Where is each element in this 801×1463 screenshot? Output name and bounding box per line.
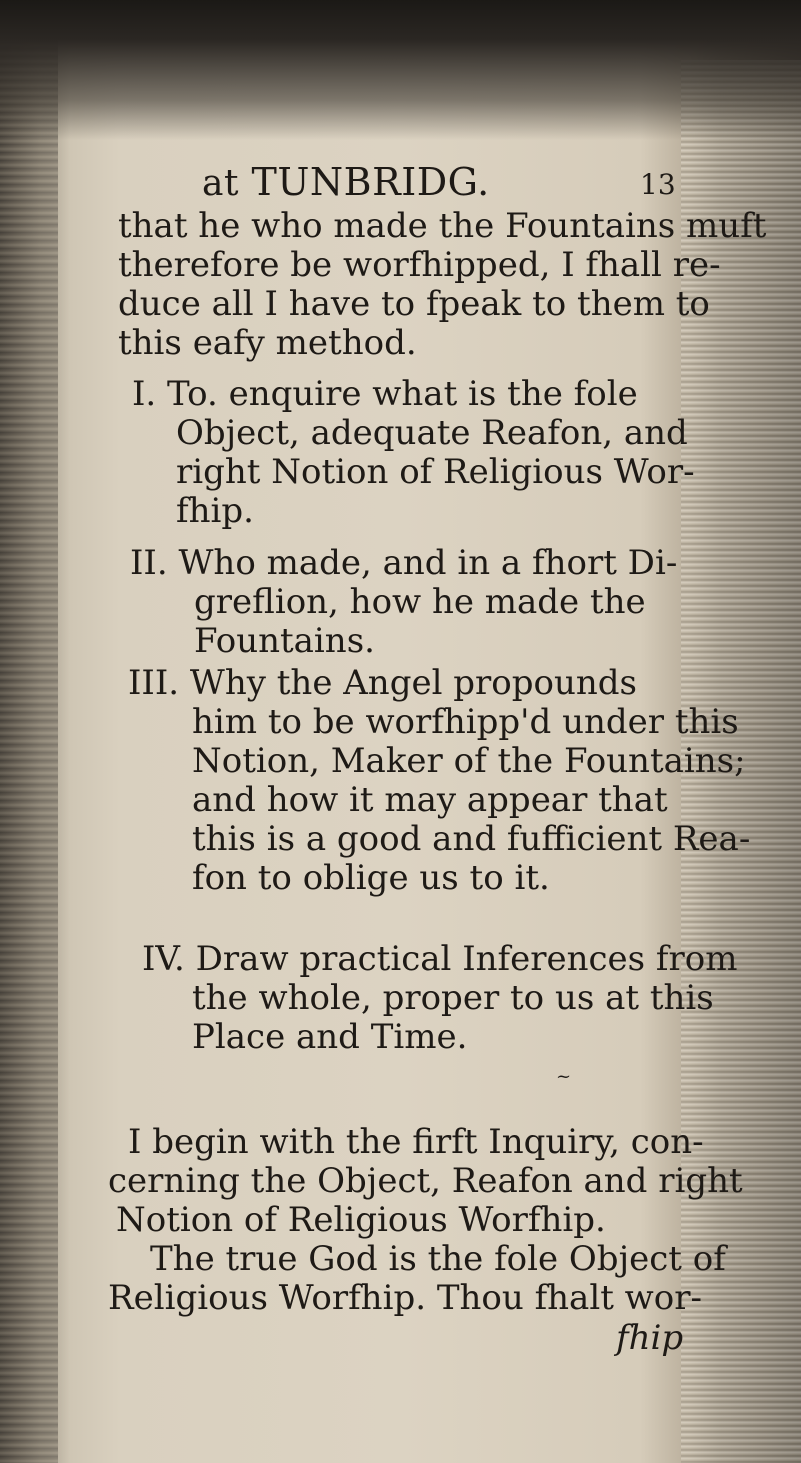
list-item-2 bbox=[130, 544, 677, 661]
running-head-prefix: at bbox=[202, 163, 239, 204]
text-line: him to be worfhipp'd under this bbox=[192, 702, 739, 742]
text-line: and how it may appear that bbox=[192, 780, 668, 820]
page-number: 13 bbox=[640, 168, 676, 201]
text-line: this is a good and fufficient Rea- bbox=[192, 819, 751, 859]
text-line: The true God is the fole Object of bbox=[150, 1239, 726, 1279]
text-line: I begin with the firft Inquiry, con- bbox=[128, 1122, 704, 1162]
text-line: Notion, Maker of the Fountains; bbox=[192, 741, 746, 781]
text-line: IV. Draw practical Inferences from bbox=[142, 939, 738, 979]
running-head bbox=[202, 160, 490, 204]
list-item-3 bbox=[128, 664, 750, 898]
text-line: Notion of Religious Worfhip. bbox=[116, 1200, 606, 1240]
text-line: therefore be worfhipped, I fhall re- bbox=[118, 245, 721, 285]
text-line: fon to oblige us to it. bbox=[192, 858, 550, 898]
text-line: I. To. enquire what is the fole bbox=[132, 374, 638, 414]
text-line: right Notion of Religious Wor- bbox=[176, 452, 695, 492]
text-line: that he who made the Fountains muft bbox=[118, 206, 767, 246]
text-line: the whole, proper to us at this bbox=[192, 978, 714, 1018]
text-line: III. Why the Angel propounds bbox=[128, 663, 638, 703]
catchword: fhip bbox=[616, 1318, 684, 1358]
text-line: duce all I have to fpeak to them to bbox=[118, 284, 710, 324]
text-line: Fountains. bbox=[194, 621, 375, 661]
ornament-mark: ~ bbox=[556, 1066, 572, 1087]
text-line: Object, adequate Reafon, and bbox=[176, 413, 688, 453]
text-line: fhip. bbox=[176, 491, 254, 531]
text-line: this eafy method. bbox=[118, 323, 417, 363]
printed-page bbox=[70, 0, 767, 1463]
running-head-title: TUNBRIDG. bbox=[251, 160, 490, 204]
text-line: Religious Worfhip. Thou fhalt wor- bbox=[108, 1278, 702, 1318]
text-line: II. Who made, and in a fhort Di- bbox=[130, 543, 678, 583]
left-page-edge bbox=[0, 0, 58, 1463]
body-paragraph bbox=[108, 1123, 743, 1318]
list-item-4 bbox=[142, 940, 737, 1057]
list-item-1 bbox=[132, 375, 695, 531]
intro-paragraph bbox=[118, 207, 766, 363]
text-line: cerning the Object, Reafon and right bbox=[108, 1161, 743, 1201]
text-line: Place and Time. bbox=[192, 1017, 468, 1057]
text-line: greflion, how he made the bbox=[194, 582, 646, 622]
